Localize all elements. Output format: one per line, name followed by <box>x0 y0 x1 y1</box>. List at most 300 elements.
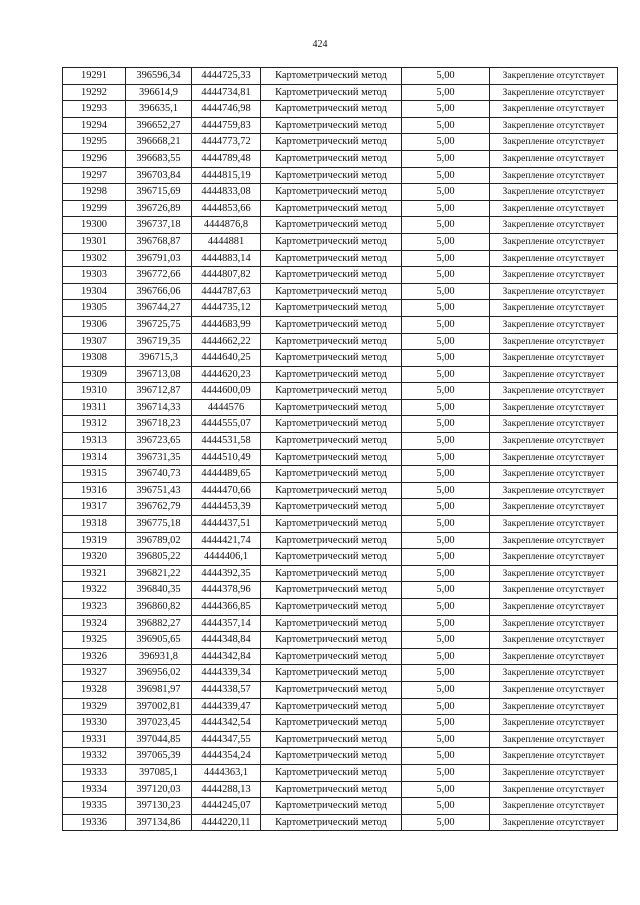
x-coordinate-cell: 397002,81 <box>126 698 192 715</box>
fixing-status-cell: Закрепление отсутствует <box>490 499 618 516</box>
fixing-status-cell: Закрепление отсутствует <box>490 316 618 333</box>
table-row <box>63 466 618 483</box>
fixing-status-cell: Закрепление отсутствует <box>490 333 618 350</box>
table-row <box>63 482 618 499</box>
point-number-cell: 19330 <box>63 715 126 732</box>
accuracy-cell: 5,00 <box>402 383 490 400</box>
fixing-status-cell: Закрепление отсутствует <box>490 549 618 566</box>
y-coordinate-cell: 4444339,34 <box>192 665 261 682</box>
coordinates-table-container <box>62 67 617 831</box>
fixing-status-cell: Закрепление отсутствует <box>490 399 618 416</box>
accuracy-cell: 5,00 <box>402 233 490 250</box>
fixing-status-cell: Закрепление отсутствует <box>490 433 618 450</box>
x-coordinate-cell: 397130,23 <box>126 798 192 815</box>
fixing-status-cell: Закрепление отсутствует <box>490 632 618 649</box>
y-coordinate-cell: 4444354,24 <box>192 748 261 765</box>
table-row <box>63 366 618 383</box>
y-coordinate-cell: 4444881 <box>192 233 261 250</box>
table-row <box>63 350 618 367</box>
accuracy-cell: 5,00 <box>402 798 490 815</box>
method-cell: Картометрический метод <box>261 648 402 665</box>
accuracy-cell: 5,00 <box>402 681 490 698</box>
point-number-cell: 19298 <box>63 184 126 201</box>
y-coordinate-cell: 4444392,35 <box>192 565 261 582</box>
x-coordinate-cell: 396744,27 <box>126 300 192 317</box>
table-row <box>63 715 618 732</box>
y-coordinate-cell: 4444531,58 <box>192 433 261 450</box>
fixing-status-cell: Закрепление отсутствует <box>490 84 618 101</box>
table-row <box>63 399 618 416</box>
y-coordinate-cell: 4444876,8 <box>192 217 261 234</box>
table-row <box>63 300 618 317</box>
fixing-status-cell: Закрепление отсутствует <box>490 582 618 599</box>
accuracy-cell: 5,00 <box>402 532 490 549</box>
y-coordinate-cell: 4444470,66 <box>192 482 261 499</box>
point-number-cell: 19322 <box>63 582 126 599</box>
accuracy-cell: 5,00 <box>402 433 490 450</box>
x-coordinate-cell: 396596,34 <box>126 68 192 85</box>
point-number-cell: 19306 <box>63 316 126 333</box>
method-cell: Картометрический метод <box>261 383 402 400</box>
table-row <box>63 632 618 649</box>
accuracy-cell: 5,00 <box>402 632 490 649</box>
method-cell: Картометрический метод <box>261 748 402 765</box>
fixing-status-cell: Закрепление отсутствует <box>490 748 618 765</box>
method-cell: Картометрический метод <box>261 549 402 566</box>
y-coordinate-cell: 4444735,12 <box>192 300 261 317</box>
table-row <box>63 84 618 101</box>
y-coordinate-cell: 4444883,14 <box>192 250 261 267</box>
method-cell: Картометрический метод <box>261 681 402 698</box>
y-coordinate-cell: 4444378,96 <box>192 582 261 599</box>
point-number-cell: 19309 <box>63 366 126 383</box>
y-coordinate-cell: 4444662,22 <box>192 333 261 350</box>
y-coordinate-cell: 4444338,57 <box>192 681 261 698</box>
method-cell: Картометрический метод <box>261 300 402 317</box>
table-row <box>63 416 618 433</box>
x-coordinate-cell: 396737,18 <box>126 217 192 234</box>
method-cell: Картометрический метод <box>261 698 402 715</box>
point-number-cell: 19304 <box>63 283 126 300</box>
y-coordinate-cell: 4444759,83 <box>192 117 261 134</box>
y-coordinate-cell: 4444683,99 <box>192 316 261 333</box>
fixing-status-cell: Закрепление отсутствует <box>490 167 618 184</box>
table-row <box>63 648 618 665</box>
point-number-cell: 19331 <box>63 731 126 748</box>
x-coordinate-cell: 396723,65 <box>126 433 192 450</box>
table-row <box>63 134 618 151</box>
accuracy-cell: 5,00 <box>402 316 490 333</box>
point-number-cell: 19308 <box>63 350 126 367</box>
x-coordinate-cell: 396789,02 <box>126 532 192 549</box>
table-row <box>63 184 618 201</box>
y-coordinate-cell: 4444853,66 <box>192 200 261 217</box>
accuracy-cell: 5,00 <box>402 516 490 533</box>
method-cell: Картометрический метод <box>261 466 402 483</box>
y-coordinate-cell: 4444600,09 <box>192 383 261 400</box>
table-row <box>63 150 618 167</box>
point-number-cell: 19324 <box>63 615 126 632</box>
accuracy-cell: 5,00 <box>402 482 490 499</box>
x-coordinate-cell: 396614,9 <box>126 84 192 101</box>
method-cell: Картометрический метод <box>261 731 402 748</box>
x-coordinate-cell: 396713,08 <box>126 366 192 383</box>
fixing-status-cell: Закрепление отсутствует <box>490 665 618 682</box>
table-row <box>63 217 618 234</box>
method-cell: Картометрический метод <box>261 482 402 499</box>
table-row <box>63 250 618 267</box>
point-number-cell: 19336 <box>63 814 126 831</box>
fixing-status-cell: Закрепление отсутствует <box>490 681 618 698</box>
point-number-cell: 19327 <box>63 665 126 682</box>
y-coordinate-cell: 4444357,14 <box>192 615 261 632</box>
method-cell: Картометрический метод <box>261 399 402 416</box>
y-coordinate-cell: 4444789,48 <box>192 150 261 167</box>
x-coordinate-cell: 396635,1 <box>126 101 192 118</box>
y-coordinate-cell: 4444342,54 <box>192 715 261 732</box>
point-number-cell: 19305 <box>63 300 126 317</box>
y-coordinate-cell: 4444640,25 <box>192 350 261 367</box>
y-coordinate-cell: 4444833,08 <box>192 184 261 201</box>
y-coordinate-cell: 4444620,23 <box>192 366 261 383</box>
x-coordinate-cell: 396882,27 <box>126 615 192 632</box>
point-number-cell: 19310 <box>63 383 126 400</box>
accuracy-cell: 5,00 <box>402 217 490 234</box>
x-coordinate-cell: 397085,1 <box>126 764 192 781</box>
method-cell: Картометрический метод <box>261 449 402 466</box>
method-cell: Картометрический метод <box>261 715 402 732</box>
point-number-cell: 19294 <box>63 117 126 134</box>
y-coordinate-cell: 4444220,11 <box>192 814 261 831</box>
point-number-cell: 19313 <box>63 433 126 450</box>
accuracy-cell: 5,00 <box>402 366 490 383</box>
method-cell: Картометрический метод <box>261 665 402 682</box>
table-row <box>63 615 618 632</box>
y-coordinate-cell: 4444421,74 <box>192 532 261 549</box>
table-row <box>63 798 618 815</box>
fixing-status-cell: Закрепление отсутствует <box>490 350 618 367</box>
method-cell: Картометрический метод <box>261 599 402 616</box>
y-coordinate-cell: 4444437,51 <box>192 516 261 533</box>
method-cell: Картометрический метод <box>261 632 402 649</box>
point-number-cell: 19328 <box>63 681 126 698</box>
fixing-status-cell: Закрепление отсутствует <box>490 798 618 815</box>
y-coordinate-cell: 4444489,65 <box>192 466 261 483</box>
x-coordinate-cell: 396768,87 <box>126 233 192 250</box>
point-number-cell: 19318 <box>63 516 126 533</box>
accuracy-cell: 5,00 <box>402 300 490 317</box>
table-row <box>63 665 618 682</box>
x-coordinate-cell: 396726,89 <box>126 200 192 217</box>
table-row <box>63 698 618 715</box>
accuracy-cell: 5,00 <box>402 283 490 300</box>
table-row <box>63 499 618 516</box>
table-row <box>63 167 618 184</box>
table-row <box>63 233 618 250</box>
point-number-cell: 19319 <box>63 532 126 549</box>
point-number-cell: 19332 <box>63 748 126 765</box>
method-cell: Картометрический метод <box>261 499 402 516</box>
point-number-cell: 19326 <box>63 648 126 665</box>
y-coordinate-cell: 4444576 <box>192 399 261 416</box>
x-coordinate-cell: 396766,06 <box>126 283 192 300</box>
point-number-cell: 19296 <box>63 150 126 167</box>
accuracy-cell: 5,00 <box>402 267 490 284</box>
table-row <box>63 748 618 765</box>
table-row <box>63 333 618 350</box>
fixing-status-cell: Закрепление отсутствует <box>490 648 618 665</box>
y-coordinate-cell: 4444734,81 <box>192 84 261 101</box>
fixing-status-cell: Закрепление отсутствует <box>490 715 618 732</box>
accuracy-cell: 5,00 <box>402 184 490 201</box>
x-coordinate-cell: 397134,86 <box>126 814 192 831</box>
point-number-cell: 19323 <box>63 599 126 616</box>
table-row <box>63 731 618 748</box>
y-coordinate-cell: 4444773,72 <box>192 134 261 151</box>
point-number-cell: 19333 <box>63 764 126 781</box>
method-cell: Картометрический метод <box>261 416 402 433</box>
fixing-status-cell: Закрепление отсутствует <box>490 731 618 748</box>
accuracy-cell: 5,00 <box>402 615 490 632</box>
accuracy-cell: 5,00 <box>402 748 490 765</box>
x-coordinate-cell: 396740,73 <box>126 466 192 483</box>
accuracy-cell: 5,00 <box>402 68 490 85</box>
x-coordinate-cell: 396731,35 <box>126 449 192 466</box>
point-number-cell: 19316 <box>63 482 126 499</box>
method-cell: Картометрический метод <box>261 200 402 217</box>
accuracy-cell: 5,00 <box>402 814 490 831</box>
fixing-status-cell: Закрепление отсутствует <box>490 300 618 317</box>
y-coordinate-cell: 4444510,49 <box>192 449 261 466</box>
fixing-status-cell: Закрепление отсутствует <box>490 117 618 134</box>
method-cell: Картометрический метод <box>261 781 402 798</box>
point-number-cell: 19314 <box>63 449 126 466</box>
table-row <box>63 101 618 118</box>
fixing-status-cell: Закрепление отсутствует <box>490 101 618 118</box>
point-number-cell: 19291 <box>63 68 126 85</box>
fixing-status-cell: Закрепление отсутствует <box>490 134 618 151</box>
fixing-status-cell: Закрепление отсутствует <box>490 482 618 499</box>
accuracy-cell: 5,00 <box>402 648 490 665</box>
x-coordinate-cell: 396751,43 <box>126 482 192 499</box>
y-coordinate-cell: 4444348,84 <box>192 632 261 649</box>
table-row <box>63 267 618 284</box>
fixing-status-cell: Закрепление отсутствует <box>490 615 618 632</box>
accuracy-cell: 5,00 <box>402 781 490 798</box>
x-coordinate-cell: 396805,22 <box>126 549 192 566</box>
accuracy-cell: 5,00 <box>402 150 490 167</box>
y-coordinate-cell: 4444725,33 <box>192 68 261 85</box>
x-coordinate-cell: 396712,87 <box>126 383 192 400</box>
point-number-cell: 19320 <box>63 549 126 566</box>
method-cell: Картометрический метод <box>261 615 402 632</box>
x-coordinate-cell: 396715,69 <box>126 184 192 201</box>
accuracy-cell: 5,00 <box>402 715 490 732</box>
method-cell: Картометрический метод <box>261 532 402 549</box>
point-number-cell: 19299 <box>63 200 126 217</box>
method-cell: Картометрический метод <box>261 582 402 599</box>
y-coordinate-cell: 4444342,84 <box>192 648 261 665</box>
accuracy-cell: 5,00 <box>402 499 490 516</box>
x-coordinate-cell: 396821,22 <box>126 565 192 582</box>
x-coordinate-cell: 396931,8 <box>126 648 192 665</box>
fixing-status-cell: Закрепление отсутствует <box>490 449 618 466</box>
x-coordinate-cell: 396652,27 <box>126 117 192 134</box>
x-coordinate-cell: 396860,82 <box>126 599 192 616</box>
accuracy-cell: 5,00 <box>402 698 490 715</box>
point-number-cell: 19307 <box>63 333 126 350</box>
x-coordinate-cell: 396956,02 <box>126 665 192 682</box>
table-row <box>63 532 618 549</box>
method-cell: Картометрический метод <box>261 316 402 333</box>
x-coordinate-cell: 396775,18 <box>126 516 192 533</box>
x-coordinate-cell: 396772,66 <box>126 267 192 284</box>
fixing-status-cell: Закрепление отсутствует <box>490 283 618 300</box>
point-number-cell: 19334 <box>63 781 126 798</box>
x-coordinate-cell: 396762,79 <box>126 499 192 516</box>
coordinates-table <box>62 67 618 831</box>
method-cell: Картометрический метод <box>261 798 402 815</box>
method-cell: Картометрический метод <box>261 84 402 101</box>
fixing-status-cell: Закрепление отсутствует <box>490 565 618 582</box>
method-cell: Картометрический метод <box>261 333 402 350</box>
point-number-cell: 19292 <box>63 84 126 101</box>
accuracy-cell: 5,00 <box>402 117 490 134</box>
accuracy-cell: 5,00 <box>402 582 490 599</box>
fixing-status-cell: Закрепление отсутствует <box>490 184 618 201</box>
fixing-status-cell: Закрепление отсутствует <box>490 599 618 616</box>
method-cell: Картометрический метод <box>261 267 402 284</box>
method-cell: Картометрический метод <box>261 283 402 300</box>
y-coordinate-cell: 4444339,47 <box>192 698 261 715</box>
point-number-cell: 19321 <box>63 565 126 582</box>
method-cell: Картометрический метод <box>261 516 402 533</box>
accuracy-cell: 5,00 <box>402 466 490 483</box>
fixing-status-cell: Закрепление отсутствует <box>490 814 618 831</box>
y-coordinate-cell: 4444406,1 <box>192 549 261 566</box>
x-coordinate-cell: 397023,45 <box>126 715 192 732</box>
method-cell: Картометрический метод <box>261 764 402 781</box>
table-row <box>63 516 618 533</box>
y-coordinate-cell: 4444746,98 <box>192 101 261 118</box>
table-row <box>63 681 618 698</box>
point-number-cell: 19315 <box>63 466 126 483</box>
y-coordinate-cell: 4444787,63 <box>192 283 261 300</box>
accuracy-cell: 5,00 <box>402 665 490 682</box>
fixing-status-cell: Закрепление отсутствует <box>490 764 618 781</box>
point-number-cell: 19311 <box>63 399 126 416</box>
x-coordinate-cell: 396840,35 <box>126 582 192 599</box>
accuracy-cell: 5,00 <box>402 399 490 416</box>
point-number-cell: 19295 <box>63 134 126 151</box>
method-cell: Картометрический метод <box>261 433 402 450</box>
fixing-status-cell: Закрепление отсутствует <box>490 466 618 483</box>
y-coordinate-cell: 4444453,39 <box>192 499 261 516</box>
accuracy-cell: 5,00 <box>402 101 490 118</box>
table-row <box>63 582 618 599</box>
fixing-status-cell: Закрепление отсутствует <box>490 233 618 250</box>
x-coordinate-cell: 396719,35 <box>126 333 192 350</box>
accuracy-cell: 5,00 <box>402 84 490 101</box>
method-cell: Картометрический метод <box>261 350 402 367</box>
fixing-status-cell: Закрепление отсутствует <box>490 416 618 433</box>
accuracy-cell: 5,00 <box>402 549 490 566</box>
method-cell: Картометрический метод <box>261 366 402 383</box>
fixing-status-cell: Закрепление отсутствует <box>490 516 618 533</box>
fixing-status-cell: Закрепление отсутствует <box>490 366 618 383</box>
y-coordinate-cell: 4444815,19 <box>192 167 261 184</box>
method-cell: Картометрический метод <box>261 184 402 201</box>
point-number-cell: 19301 <box>63 233 126 250</box>
x-coordinate-cell: 396905,65 <box>126 632 192 649</box>
method-cell: Картометрический метод <box>261 565 402 582</box>
method-cell: Картометрический метод <box>261 217 402 234</box>
point-number-cell: 19317 <box>63 499 126 516</box>
accuracy-cell: 5,00 <box>402 250 490 267</box>
x-coordinate-cell: 396718,23 <box>126 416 192 433</box>
accuracy-cell: 5,00 <box>402 167 490 184</box>
table-row <box>63 814 618 831</box>
table-row <box>63 117 618 134</box>
y-coordinate-cell: 4444366,85 <box>192 599 261 616</box>
table-row <box>63 433 618 450</box>
table-row <box>63 449 618 466</box>
table-row <box>63 283 618 300</box>
fixing-status-cell: Закрепление отсутствует <box>490 68 618 85</box>
point-number-cell: 19335 <box>63 798 126 815</box>
accuracy-cell: 5,00 <box>402 599 490 616</box>
point-number-cell: 19300 <box>63 217 126 234</box>
table-row <box>63 200 618 217</box>
table-row <box>63 549 618 566</box>
fixing-status-cell: Закрепление отсутствует <box>490 267 618 284</box>
method-cell: Картометрический метод <box>261 167 402 184</box>
y-coordinate-cell: 4444807,82 <box>192 267 261 284</box>
method-cell: Картометрический метод <box>261 250 402 267</box>
table-row <box>63 781 618 798</box>
fixing-status-cell: Закрепление отсутствует <box>490 250 618 267</box>
x-coordinate-cell: 396715,3 <box>126 350 192 367</box>
accuracy-cell: 5,00 <box>402 764 490 781</box>
fixing-status-cell: Закрепление отсутствует <box>490 217 618 234</box>
accuracy-cell: 5,00 <box>402 333 490 350</box>
y-coordinate-cell: 4444347,55 <box>192 731 261 748</box>
point-number-cell: 19293 <box>63 101 126 118</box>
point-number-cell: 19297 <box>63 167 126 184</box>
page-number: 424 <box>312 39 328 50</box>
x-coordinate-cell: 397120,03 <box>126 781 192 798</box>
method-cell: Картометрический метод <box>261 150 402 167</box>
accuracy-cell: 5,00 <box>402 565 490 582</box>
table-row <box>63 599 618 616</box>
fixing-status-cell: Закрепление отсутствует <box>490 383 618 400</box>
point-number-cell: 19325 <box>63 632 126 649</box>
table-row <box>63 764 618 781</box>
fixing-status-cell: Закрепление отсутствует <box>490 532 618 549</box>
x-coordinate-cell: 396703,84 <box>126 167 192 184</box>
coordinates-table-body <box>63 68 618 831</box>
method-cell: Картометрический метод <box>261 814 402 831</box>
method-cell: Картометрический метод <box>261 117 402 134</box>
point-number-cell: 19312 <box>63 416 126 433</box>
method-cell: Картометрический метод <box>261 68 402 85</box>
x-coordinate-cell: 396668,21 <box>126 134 192 151</box>
accuracy-cell: 5,00 <box>402 200 490 217</box>
fixing-status-cell: Закрепление отсутствует <box>490 150 618 167</box>
x-coordinate-cell: 396683,55 <box>126 150 192 167</box>
point-number-cell: 19303 <box>63 267 126 284</box>
accuracy-cell: 5,00 <box>402 416 490 433</box>
